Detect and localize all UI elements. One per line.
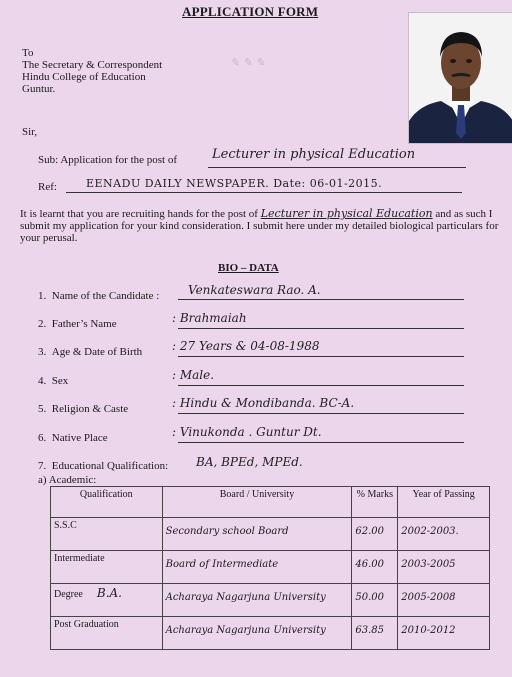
- address-line: To: [22, 47, 34, 59]
- bio-underline: [178, 413, 464, 414]
- bio-num: 4.: [38, 375, 47, 387]
- table-row: [51, 617, 490, 650]
- bio-label: Father’s Name: [51, 318, 117, 330]
- address-line: Hindu College of Education: [22, 71, 146, 83]
- bio-underline: [178, 385, 464, 386]
- intro-post: Lecturer in physical Education: [260, 207, 433, 220]
- year-value: 2005-2008: [401, 592, 456, 603]
- table-row: [51, 584, 490, 617]
- bio-label: Religion & Caste: [51, 403, 129, 415]
- bio-underline: [178, 299, 464, 300]
- bio-value: : Brahmaiah: [172, 311, 247, 325]
- bio-label: Sex: [51, 375, 69, 387]
- bio-row: [38, 318, 117, 330]
- bio-data-heading: BIO – DATA: [218, 262, 279, 274]
- qualification-name: Intermediate: [54, 553, 105, 564]
- year-cell: [398, 617, 490, 650]
- board-value: Secondary school Board: [165, 526, 289, 537]
- board-cell: [162, 551, 352, 584]
- bio-underline: [178, 442, 464, 443]
- academic-table: [50, 486, 490, 650]
- bio-label: Age & Date of Birth: [51, 346, 143, 358]
- year-value: 2010-2012: [401, 625, 456, 636]
- bio-value: : Vinukonda . Guntur Dt.: [172, 425, 322, 439]
- qualification-name: S.S.C: [54, 520, 77, 531]
- bio-num: 7.: [38, 460, 47, 472]
- board-value: Acharaya Nagarjuna University: [165, 625, 326, 636]
- recipient-address: [22, 47, 162, 95]
- bio-label: Educational Qualification:: [51, 460, 169, 472]
- ref-label: Ref:: [38, 181, 57, 193]
- bio-row: [38, 346, 142, 358]
- bio-num: 6.: [38, 432, 47, 444]
- marks-value: 63.85: [355, 625, 385, 636]
- bio-value: : 27 Years & 04-08-1988: [172, 339, 320, 353]
- subject-underline: [208, 167, 466, 168]
- qualification-name: Degree: [54, 589, 83, 600]
- qualification-note: B.A.: [96, 586, 122, 600]
- bio-label: Native Place: [51, 432, 108, 444]
- column-header: Qualification: [51, 487, 163, 518]
- bio-value: Venkateswara Rao. A.: [188, 283, 321, 297]
- marks-value: 50.00: [355, 592, 385, 603]
- qualification-name: Post Graduation: [54, 619, 119, 630]
- intro-text: It is learnt that you are recruiting hands for the post of: [20, 208, 258, 220]
- salutation: Sir,: [22, 126, 38, 138]
- board-cell: [162, 518, 352, 551]
- marks-cell: [352, 518, 398, 551]
- bio-row: [38, 460, 168, 472]
- year-value: 2003-2005: [401, 559, 456, 570]
- year-cell: [398, 518, 490, 551]
- marks-value: 46.00: [355, 559, 385, 570]
- subject-label: Sub: Application for the post of: [38, 154, 178, 166]
- qualification-cell: [51, 518, 163, 551]
- bio-row: [38, 432, 108, 444]
- table-row: [51, 518, 490, 551]
- column-header: Year of Passing: [398, 487, 490, 518]
- ref-underline: [66, 192, 462, 193]
- year-cell: [398, 584, 490, 617]
- year-cell: [398, 551, 490, 584]
- bio-value: : Hindu & Mondibanda. BC-A.: [172, 396, 355, 410]
- candidate-photo: [408, 12, 512, 144]
- address-line: The Secretary & Correspondent: [22, 59, 163, 71]
- marks-cell: [352, 617, 398, 650]
- bio-value: : Male.: [172, 368, 215, 382]
- bio-row: [38, 290, 159, 302]
- bleed-through: ✎ ✎ ✎: [230, 56, 265, 69]
- board-value: Board of Intermediate: [165, 559, 279, 570]
- ref-value: EENADU DAILY NEWSPAPER. Date: 06-01-2015.: [86, 177, 383, 190]
- marks-cell: [352, 584, 398, 617]
- table-row: [51, 551, 490, 584]
- bio-num: 2.: [38, 318, 47, 330]
- board-cell: [162, 584, 352, 617]
- marks-value: 62.00: [355, 526, 385, 537]
- bio-num: 3.: [38, 346, 47, 358]
- board-cell: [162, 617, 352, 650]
- form-title: APPLICATION FORM: [182, 4, 319, 19]
- qualification-cell: [51, 617, 163, 650]
- column-header: % Marks: [352, 487, 398, 518]
- bio-row: [38, 375, 68, 387]
- address-line: Guntur.: [22, 83, 56, 95]
- intro-rest: and as such I submit my application for your kind consideration. I submit here under my detailed biological particulars for your perusal.: [20, 208, 499, 244]
- bio-underline: [178, 328, 464, 329]
- bio-underline: [178, 356, 464, 357]
- board-value: Acharaya Nagarjuna University: [165, 592, 326, 603]
- bio-num: 1.: [38, 290, 47, 302]
- qualification-cell: [51, 551, 163, 584]
- photo-portrait: [409, 13, 512, 143]
- qualification-cell: [51, 584, 163, 617]
- marks-cell: [352, 551, 398, 584]
- year-value: 2002-2003.: [401, 526, 459, 537]
- academic-label: a) Academic:: [38, 474, 97, 486]
- bio-row: [38, 403, 128, 415]
- bio-value: BA, BPEd, MPEd.: [196, 455, 303, 469]
- column-header: Board / University: [162, 487, 352, 518]
- table-header-row: [51, 487, 490, 518]
- bio-label: Name of the Candidate :: [51, 290, 160, 302]
- subject-value: Lecturer in physical Education: [212, 147, 416, 162]
- bio-num: 5.: [38, 403, 47, 415]
- intro-paragraph: [20, 208, 510, 244]
